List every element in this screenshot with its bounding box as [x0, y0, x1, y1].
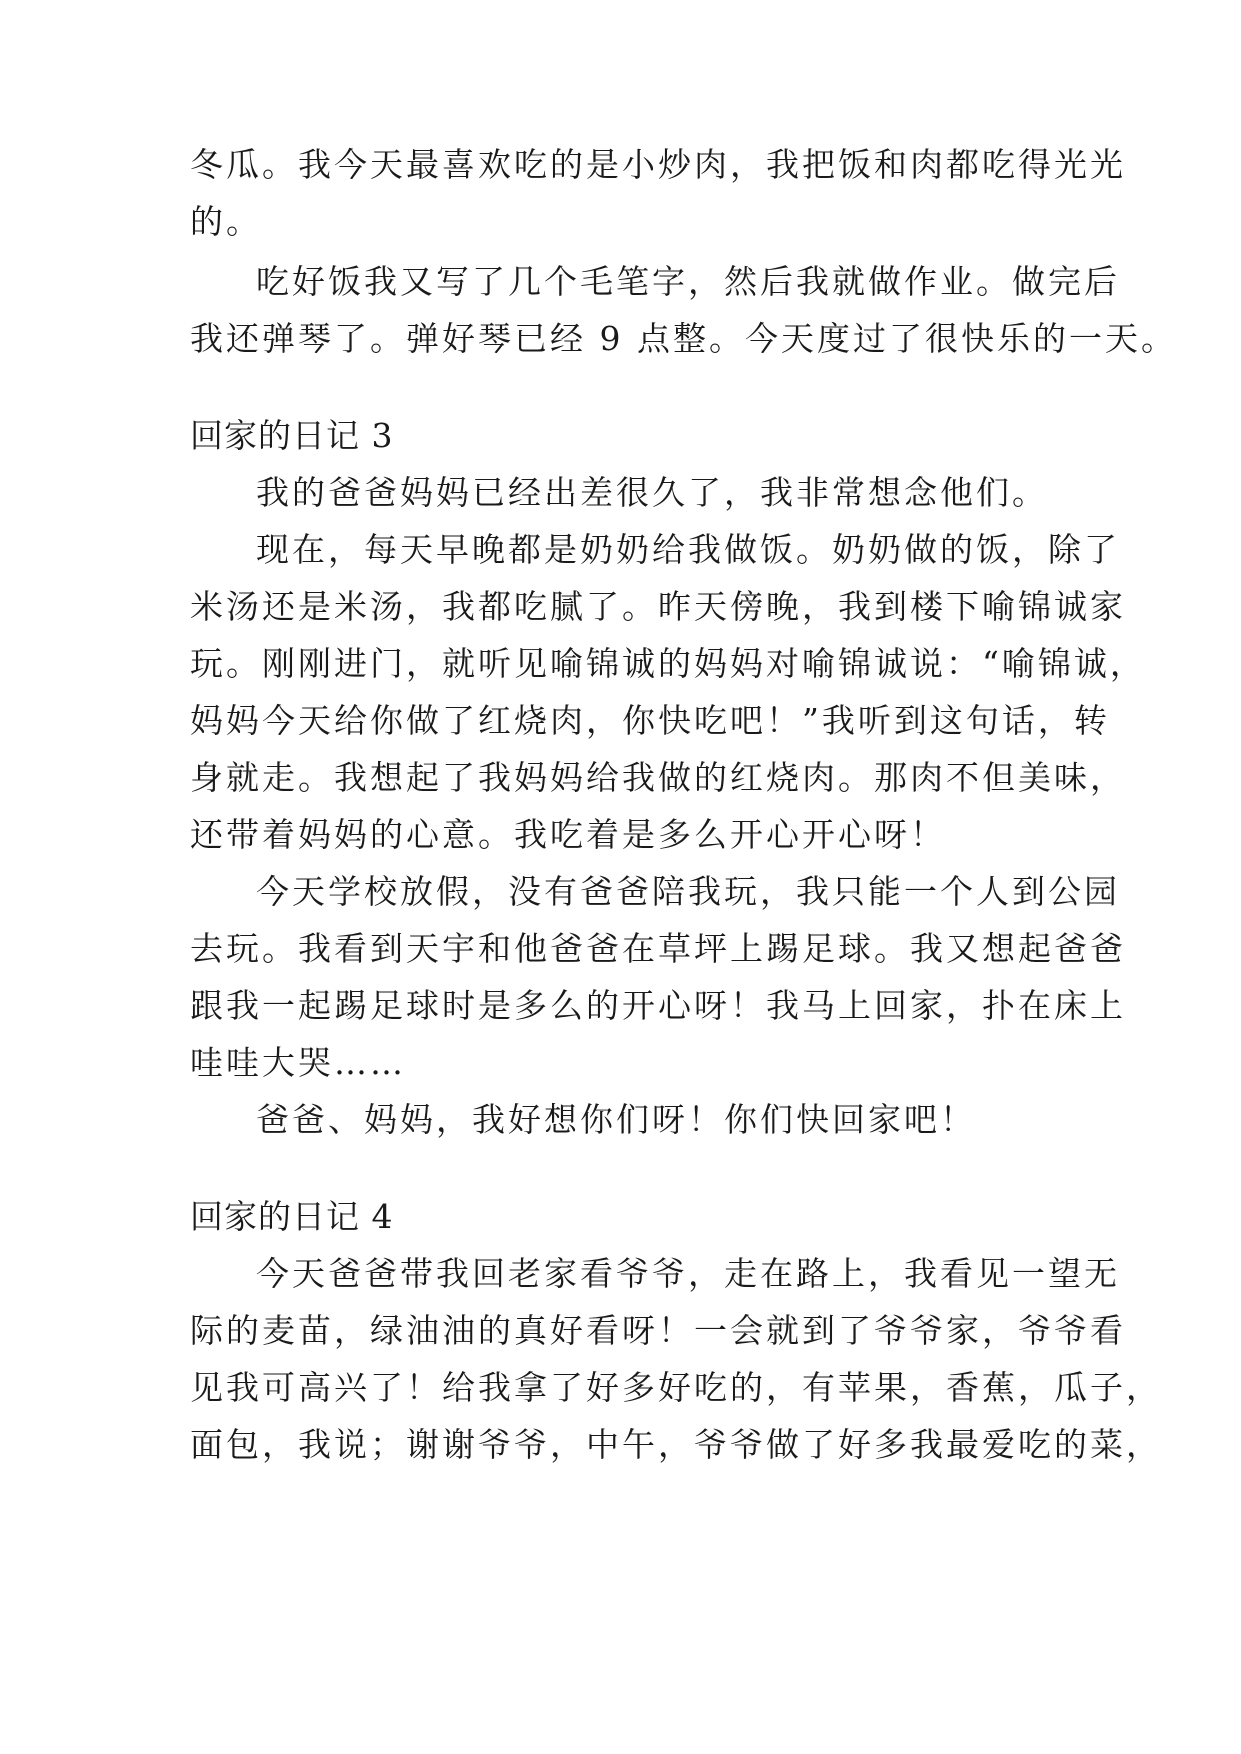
section-heading: 回家的日记 4	[190, 1197, 394, 1236]
text-line: 跟我一起踢足球时是多么的开心呀！我马上回家，扑在床上	[190, 986, 1126, 1025]
text-line: 见我可高兴了！给我拿了好多好吃的，有苹果，香蕉，瓜子，	[190, 1368, 1162, 1407]
text-line: 妈妈今天给你做了红烧肉，你快吃吧！”我听到这句话，转	[190, 701, 1110, 740]
text-line: 今天爸爸带我回老家看爷爷，走在路上，我看见一望无	[256, 1254, 1120, 1293]
section-heading: 回家的日记 3	[190, 416, 394, 455]
text-line: 米汤还是米汤，我都吃腻了。昨天傍晚，我到楼下喻锦诚家	[190, 587, 1126, 626]
text-line: 我的爸爸妈妈已经出差很久了，我非常想念他们。	[256, 473, 1048, 512]
text-line: 爸爸、妈妈，我好想你们呀！你们快回家吧！	[256, 1100, 976, 1139]
text-line: 去玩。我看到天宇和他爸爸在草坪上踢足球。我又想起爸爸	[190, 929, 1126, 968]
text-line: 吃好饭我又写了几个毛笔字，然后我就做作业。做完后	[256, 262, 1120, 301]
text-line: 面包，我说；谢谢爷爷，中午，爷爷做了好多我最爱吃的菜，	[190, 1425, 1162, 1464]
text-line: 我还弹琴了。弹好琴已经 9 点整。今天度过了很快乐的一天。	[190, 319, 1177, 358]
text-line: 身就走。我想起了我妈妈给我做的红烧肉。那肉不但美味，	[190, 758, 1126, 797]
text-line: 今天学校放假，没有爸爸陪我玩，我只能一个人到公园	[256, 872, 1120, 911]
text-line: 哇哇大哭……	[190, 1043, 406, 1082]
text-line: 际的麦苗，绿油油的真好看呀！一会就到了爷爷家，爷爷看	[190, 1311, 1126, 1350]
text-line: 还带着妈妈的心意。我吃着是多么开心开心呀！	[190, 815, 946, 854]
text-line: 玩。刚刚进门，就听见喻锦诚的妈妈对喻锦诚说：“喻锦诚，	[190, 644, 1146, 683]
text-line: 冬瓜。我今天最喜欢吃的是小炒肉，我把饭和肉都吃得光光	[190, 145, 1126, 184]
text-line: 的。	[190, 202, 262, 241]
text-line: 现在，每天早晚都是奶奶给我做饭。奶奶做的饭，除了	[256, 530, 1120, 569]
